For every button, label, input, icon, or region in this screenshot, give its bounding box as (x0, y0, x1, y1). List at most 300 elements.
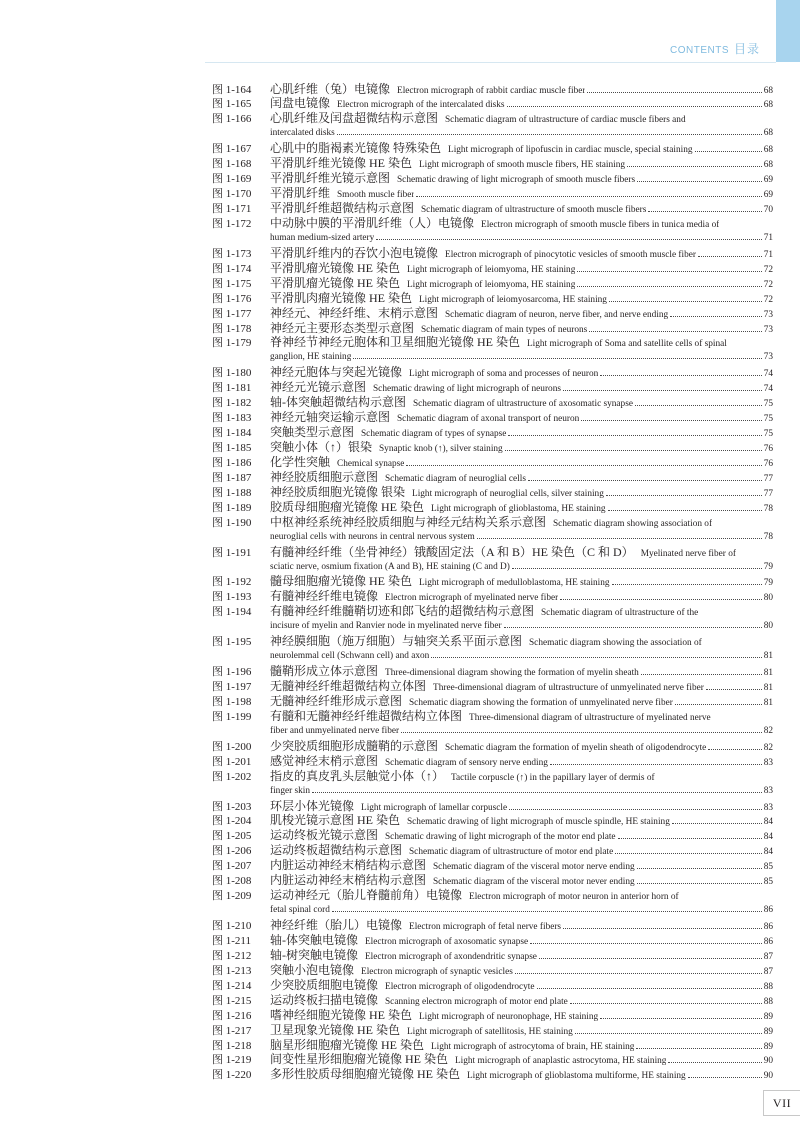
dot-leader (528, 480, 762, 481)
figure-number: 图 1-180 (212, 367, 252, 380)
page-reference: 83 (763, 785, 773, 796)
figure-title-en: Three-dimensional diagram of ultrastructure of unmyelinated nerve fiber (433, 683, 704, 693)
entry-line (212, 1052, 773, 1067)
dot-leader (706, 689, 762, 690)
entry-line (212, 604, 773, 619)
figure-title-zh: 突触小泡电镜像 (270, 962, 355, 977)
figure-entry (212, 589, 773, 604)
figure-title-en-continued: intercalated disks (270, 128, 335, 139)
page-reference: 80 (763, 593, 773, 604)
dot-leader (509, 809, 762, 810)
dot-leader (581, 420, 761, 421)
contents-label: CONTENTS (669, 45, 729, 56)
dot-leader (570, 1003, 762, 1004)
dot-leader (406, 465, 761, 466)
figure-entry (212, 1052, 773, 1067)
figure-title-en: Chemical synapse (337, 458, 405, 469)
page-reference: 79 (763, 578, 773, 589)
entry-line (212, 171, 773, 186)
figure-entry (212, 276, 773, 291)
figure-title-en: Light micrograph of Soma and satellite cells of spinal (527, 339, 727, 350)
figure-title-zh: 感觉神经末梢示意图 (270, 753, 379, 768)
page-number-box (763, 1090, 800, 1116)
dot-leader (416, 196, 761, 197)
page-reference: 82 (763, 725, 773, 736)
figure-number: 图 1-168 (212, 158, 252, 171)
page-reference: 72 (763, 279, 773, 290)
entry-line (212, 515, 773, 530)
entry-line (212, 769, 773, 784)
page-reference: 90 (763, 1056, 773, 1067)
figure-number: 图 1-186 (212, 456, 252, 469)
figure-entry (212, 96, 773, 111)
figure-entry (212, 380, 773, 395)
figure-entry (212, 694, 773, 709)
page-reference: 77 (763, 488, 773, 499)
figure-title-en: Electron micrograph of motor neuron in anterior horn of (469, 892, 679, 903)
entry-line-continued (212, 560, 773, 575)
figure-entry (212, 335, 773, 365)
figure-number: 图 1-188 (212, 486, 252, 499)
figure-number: 图 1-183 (212, 412, 252, 425)
dot-leader (477, 538, 762, 539)
page-reference: 84 (763, 832, 773, 843)
page-reference: 84 (763, 817, 773, 828)
figure-number: 图 1-212 (212, 949, 252, 962)
figure-title-en-continued: neurolemmal cell (Schwann cell) and axon (270, 651, 430, 662)
figure-title-en: Electron micrograph of axosomatic synapse (365, 936, 529, 947)
list-of-figures (212, 82, 773, 1083)
page-reference: 71 (763, 232, 773, 243)
figure-number: 图 1-207 (212, 860, 252, 873)
page-reference: 73 (763, 324, 773, 335)
figure-title-zh: 心肌纤维及闰盘超微结构示意图 (270, 111, 439, 126)
figure-entry (212, 963, 773, 978)
figure-number: 图 1-205 (212, 830, 252, 843)
figure-title-en: Light micrograph of medulloblastoma, HE staining (419, 578, 610, 589)
figure-entry (212, 111, 773, 141)
figure-title-en: Light micrograph of leiomyosarcoma, HE staining (419, 294, 607, 305)
figure-title-zh: 胶质母细胞瘤光镜像 HE 染色 (270, 499, 424, 514)
figure-title-zh: 突触类型示意图 (270, 425, 355, 440)
figure-title-zh: 轴-体突触电镜像 (270, 932, 358, 947)
figure-title-en: Schematic diagram showing association of (553, 518, 713, 529)
figure-entry (212, 574, 773, 589)
figure-title-en: Electron micrograph of oligodendrocyte (385, 981, 535, 992)
figure-number: 图 1-173 (212, 247, 252, 260)
figure-number: 图 1-172 (212, 217, 252, 230)
figure-title-zh: 少突胶质细胞电镜像 (270, 977, 379, 992)
entry-line (212, 365, 773, 380)
figure-title-en: Schematic diagram showing the formation of unmyelinated nerve fiber (409, 697, 673, 708)
figure-title-en: Electron micrograph of synaptic vesicles (361, 966, 513, 977)
page-reference: 68 (763, 85, 773, 96)
page-reference: 72 (763, 294, 773, 305)
figure-title-en: Electron micrograph of smooth muscle fibers in tunica media of (481, 219, 720, 230)
figure-title-en: Light micrograph of neuroglial cells, silver staining (412, 488, 604, 499)
entry-line (212, 216, 773, 231)
figure-title-zh: 突触小体（↑）银染 (270, 440, 373, 454)
figure-title-zh: 有髓和无髓神经纤维超微结构立体图 (270, 708, 463, 723)
entry-line (212, 888, 773, 903)
figure-title-en: Schematic diagram of axonal transport of neuron (397, 414, 580, 425)
entry-line (212, 111, 773, 126)
dot-leader (600, 1018, 762, 1019)
figure-title-en: Schematic drawing of light micrograph of neurons (373, 384, 561, 395)
figure-number: 图 1-164 (212, 83, 252, 96)
figure-entry (212, 828, 773, 843)
entry-line-continued (212, 649, 773, 664)
dot-leader (670, 316, 762, 317)
figure-title-en: Light micrograph of astrocytoma of brain, HE staining (431, 1041, 635, 1052)
dot-leader (698, 256, 762, 257)
page-reference: 76 (763, 444, 773, 454)
figure-number: 图 1-166 (212, 113, 252, 126)
figure-entry (212, 709, 773, 739)
figure-title-en: Schematic diagram showing the association of (529, 638, 702, 649)
entry-line (212, 156, 773, 171)
figure-entry (212, 515, 773, 545)
figure-number: 图 1-218 (212, 1039, 252, 1052)
page-reference: 83 (763, 757, 773, 768)
figure-number: 图 1-208 (212, 875, 252, 888)
figure-title-en-continued: neuroglial cells with neurons in central nervous system (270, 531, 475, 542)
entry-line-continued (212, 350, 773, 365)
entry-line (212, 828, 773, 843)
page-reference: 73 (763, 309, 773, 320)
entry-line (212, 858, 773, 873)
figure-title-en: Myelinated nerve fiber of (640, 548, 736, 559)
figure-entry (212, 888, 773, 918)
dot-leader (688, 1077, 762, 1078)
figure-title-en: Light micrograph of anaplastic astrocytoma, HE staining (455, 1056, 667, 1067)
dot-leader (577, 286, 761, 287)
figure-entry (212, 873, 773, 888)
figure-entry (212, 261, 773, 276)
figure-title-zh: 有髓神经纤维电镜像 (270, 589, 379, 604)
figure-number: 图 1-211 (212, 934, 252, 947)
page-reference: 68 (763, 100, 773, 111)
figure-title-en: Schematic diagram the formation of myelin sheath of oligodendrocyte (445, 742, 707, 753)
page-reference: 68 (763, 145, 773, 156)
figure-entry (212, 739, 773, 754)
figure-title-zh: 卫星现象光镜像 HE 染色 (270, 1022, 400, 1037)
figure-entry (212, 1023, 773, 1038)
figure-title-en: Tactile corpuscle (↑) in the papillary layer of dermis of (451, 772, 655, 783)
entry-line (212, 574, 773, 589)
figure-title-en: Schematic diagram of the visceral motor nerve ending (433, 862, 635, 873)
entry-line (212, 425, 773, 440)
page-reference: 81 (763, 668, 773, 679)
figure-title-zh: 平滑肌瘤光镜像 HE 染色 (270, 260, 400, 275)
entry-line (212, 1008, 773, 1023)
page-reference: 79 (763, 561, 773, 572)
entry-line (212, 545, 773, 560)
figure-number: 图 1-165 (212, 98, 252, 111)
page-reference: 81 (763, 651, 773, 662)
entry-line (212, 380, 773, 395)
figure-title-en: Schematic diagram of the visceral motor never ending (433, 877, 635, 888)
dot-leader (507, 106, 762, 107)
figure-title-zh: 指皮的真皮乳头层触觉小体（↑） (270, 768, 445, 783)
figure-title-en: Electron micrograph of the intercalated disks (337, 100, 505, 111)
page-reference: 70 (763, 205, 773, 215)
dot-leader (627, 166, 762, 167)
page-reference: 88 (763, 996, 773, 1007)
figure-number: 图 1-171 (212, 203, 252, 215)
entry-line (212, 1067, 773, 1082)
entry-line-continued (212, 784, 773, 799)
figure-title-en: Smooth muscle fiber (337, 190, 415, 201)
entry-line (212, 1038, 773, 1053)
figure-title-zh: 无髓神经纤维超微结构立体图 (270, 679, 427, 693)
figure-entry (212, 440, 773, 455)
figure-entry (212, 291, 773, 306)
figure-number: 图 1-192 (212, 576, 252, 589)
entry-line (212, 96, 773, 111)
figure-entry (212, 500, 773, 515)
figure-entry (212, 858, 773, 873)
figure-title-zh: 运动终板超微结构示意图 (270, 843, 403, 858)
figure-title-en-continued: human medium-sized artery (270, 232, 375, 243)
figure-title-en: Electron micrograph of pinocytotic vesicles of smooth muscle fiber (445, 249, 696, 260)
figure-entry (212, 410, 773, 425)
figure-entry (212, 978, 773, 993)
figure-number: 图 1-203 (212, 800, 252, 813)
figure-entry (212, 918, 773, 933)
figure-title-zh: 化学性突触 (270, 454, 331, 469)
figure-entry (212, 769, 773, 799)
figure-entry (212, 141, 773, 156)
dot-leader (431, 657, 761, 658)
figure-title-en: Scanning electron micrograph of motor end plate (385, 996, 568, 1007)
figure-number: 图 1-219 (212, 1054, 252, 1067)
figure-title-en: Light micrograph of leiomyoma, HE staining (407, 264, 576, 275)
figure-entry (212, 1038, 773, 1053)
figure-entry (212, 82, 773, 97)
dot-leader (539, 958, 762, 959)
figure-title-zh: 内脏运动神经末梢结构示意图 (270, 858, 427, 873)
entry-line (212, 694, 773, 709)
entry-line (212, 186, 773, 201)
dot-leader (376, 239, 761, 240)
figure-number: 图 1-197 (212, 681, 252, 693)
figure-entry (212, 1067, 773, 1082)
entry-line (212, 335, 773, 350)
figure-title-zh: 心肌纤维（兔）电镜像 (270, 81, 391, 96)
figure-title-en: Light micrograph of smooth muscle fibers, HE staining (419, 160, 626, 171)
dot-leader (332, 911, 762, 912)
entry-line (212, 395, 773, 410)
figure-title-en: Electron micrograph of axondendritic synapse (365, 951, 537, 962)
figure-title-en: Schematic drawing of light micrograph of muscle spindle, HE staining (407, 817, 670, 828)
entry-line (212, 813, 773, 828)
page-reference: 78 (763, 503, 773, 514)
figure-title-zh: 神经胶质细胞示意图 (270, 469, 379, 484)
page-reference: 87 (763, 951, 773, 962)
figure-title-zh: 平滑肌纤维内的吞饮小泡电镜像 (270, 245, 439, 260)
dot-leader (508, 435, 761, 436)
figure-entry (212, 171, 773, 186)
figure-title-en: Electron micrograph of rabbit cardiac muscle fiber (397, 85, 586, 96)
figure-number: 图 1-178 (212, 322, 252, 335)
figure-title-en: Light micrograph of leiomyoma, HE staining (407, 279, 576, 290)
figure-title-en: Schematic drawing of light micrograph of the motor end plate (385, 832, 616, 843)
figure-entry (212, 455, 773, 470)
figure-entry (212, 813, 773, 828)
dot-leader (648, 211, 761, 212)
figure-entry (212, 634, 773, 664)
page-reference: 69 (763, 190, 773, 201)
dot-leader (312, 792, 762, 793)
figure-entry (212, 843, 773, 858)
dot-leader (606, 495, 762, 496)
figure-number: 图 1-220 (212, 1069, 252, 1082)
dot-leader (575, 1033, 762, 1034)
entry-line (212, 948, 773, 963)
figure-number: 图 1-179 (212, 337, 252, 350)
figure-number: 图 1-177 (212, 307, 252, 320)
figure-number: 图 1-210 (212, 920, 252, 932)
figure-title-zh: 平滑肌纤维 (270, 186, 331, 201)
entry-line (212, 470, 773, 485)
figure-number: 图 1-217 (212, 1024, 252, 1037)
page-reference: 71 (763, 249, 773, 260)
page-reference: 74 (763, 369, 773, 380)
entry-line (212, 276, 773, 291)
figure-title-zh: 中枢神经系统神经胶质细胞与神经元结构关系示意图 (270, 514, 547, 529)
figure-title-en: Electron micrograph of fetal nerve fibers (409, 922, 562, 932)
entry-line (212, 485, 773, 500)
figure-title-zh: 神经元主要形态类型示意图 (270, 320, 415, 335)
page-reference: 89 (763, 1026, 773, 1037)
dot-leader (537, 988, 762, 989)
entry-line (212, 739, 773, 754)
figure-entry (212, 1008, 773, 1023)
figure-number: 图 1-190 (212, 516, 252, 529)
dot-leader (600, 375, 761, 376)
figure-title-zh: 有髓神经纤维（坐骨神经）锇酸固定法（A 和 B）HE 染色（C 和 D） (270, 544, 634, 559)
entry-line (212, 246, 773, 261)
dot-leader (615, 853, 761, 854)
entry-line (212, 141, 773, 156)
figure-entry (212, 186, 773, 201)
figure-number: 图 1-204 (212, 815, 252, 828)
figure-number: 图 1-198 (212, 695, 252, 708)
figure-entry (212, 306, 773, 321)
dot-leader (530, 943, 762, 944)
entry-line (212, 978, 773, 993)
running-header (670, 40, 767, 57)
dot-leader (695, 151, 762, 152)
dot-leader (612, 584, 762, 585)
figure-entry (212, 485, 773, 500)
figure-entry (212, 799, 773, 814)
figure-title-en: Light micrograph of glioblastoma multiforme, HE staining (467, 1071, 686, 1082)
figure-title-en-continued: fiber and unmyelinated nerve fiber (270, 725, 400, 736)
figure-title-zh: 闰盘电镜像 (270, 96, 331, 111)
figure-title-zh: 脑星形细胞瘤光镜像 HE 染色 (270, 1037, 424, 1052)
figure-title-en-continued: fetal spinal cord (270, 905, 330, 916)
entry-line (212, 500, 773, 515)
dot-leader (635, 405, 762, 406)
entry-line (212, 410, 773, 425)
figure-number: 图 1-169 (212, 173, 252, 186)
figure-title-en: Schematic diagram of ultrastructure of motor end plate (409, 847, 614, 858)
page-reference: 69 (763, 175, 773, 186)
figure-number: 图 1-189 (212, 501, 252, 514)
entry-line (212, 440, 773, 455)
figure-number: 图 1-213 (212, 964, 252, 977)
page-reference: 73 (763, 352, 773, 363)
page-number: VII (772, 1095, 792, 1110)
figure-title-en: Light micrograph of lamellar corpuscle (361, 802, 508, 813)
dot-leader (337, 134, 762, 135)
figure-title-zh: 间变性星形细胞瘤光镜像 HE 染色 (270, 1052, 448, 1067)
entry-line (212, 589, 773, 604)
dot-leader (505, 450, 762, 451)
page-reference: 81 (763, 683, 773, 693)
figure-title-en-continued: sciatic nerve, osmium fixation (A and B), HE staining (C and D) (270, 561, 510, 572)
figure-number: 图 1-187 (212, 471, 252, 484)
figure-entry (212, 201, 773, 216)
dot-leader (512, 568, 762, 569)
page-reference: 81 (763, 697, 773, 708)
entry-line (212, 321, 773, 336)
figure-title-en: Schematic diagram of ultrastructure of cardiac muscle fibers and (445, 115, 686, 126)
dot-leader (589, 331, 761, 332)
dot-leader (560, 599, 761, 600)
figure-entry (212, 664, 773, 679)
page-reference: 80 (763, 621, 773, 632)
page-reference: 74 (763, 384, 773, 395)
entry-line (212, 1023, 773, 1038)
figure-entry (212, 754, 773, 769)
entry-line (212, 82, 773, 97)
figure-title-zh: 平滑肌纤维光镜示意图 (270, 171, 391, 186)
entry-line (212, 993, 773, 1008)
figure-title-zh: 嗜神经细胞光镜像 HE 染色 (270, 1007, 412, 1022)
figure-number: 图 1-182 (212, 397, 252, 410)
figure-title-en: Schematic diagram of types of synapse (361, 429, 507, 440)
figure-title-zh: 肌梭光镜示意图 HE 染色 (270, 813, 400, 828)
header-rule (205, 62, 776, 63)
figure-title-en: Schematic diagram of ultrastructure of axosomatic synapse (413, 399, 633, 410)
dot-leader (563, 928, 762, 929)
page-reference: 90 (763, 1071, 773, 1082)
figure-title-en: Light micrograph of neuronophage, HE staining (419, 1011, 599, 1022)
figure-title-en: Three-dimensional diagram of ultrastructure of myelinated nerve (469, 712, 711, 723)
figure-number: 图 1-193 (212, 591, 252, 604)
figure-title-zh: 有髓神经纤维髓鞘切迹和郎飞结的超微结构示意图 (270, 604, 535, 619)
figure-title-zh: 运动终板扫描电镜像 (270, 992, 379, 1007)
entry-line (212, 754, 773, 769)
dot-leader (608, 510, 762, 511)
entry-line (212, 201, 773, 216)
figure-entry (212, 679, 773, 694)
figure-number: 图 1-174 (212, 262, 252, 275)
figure-title-zh: 运动终板光镜示意图 (270, 828, 379, 843)
entry-line (212, 306, 773, 321)
figure-title-zh: 平滑肌纤维光镜像 HE 染色 (270, 156, 412, 171)
dot-leader (401, 732, 762, 733)
figure-title-zh: 神经元轴突运输示意图 (270, 410, 391, 425)
figure-title-zh: 神经元光镜示意图 (270, 380, 367, 395)
figure-title-zh: 神经胶质细胞光镜像 银染 (270, 484, 406, 499)
figure-number: 图 1-196 (212, 666, 252, 679)
dot-leader (515, 973, 762, 974)
dot-leader (618, 838, 762, 839)
